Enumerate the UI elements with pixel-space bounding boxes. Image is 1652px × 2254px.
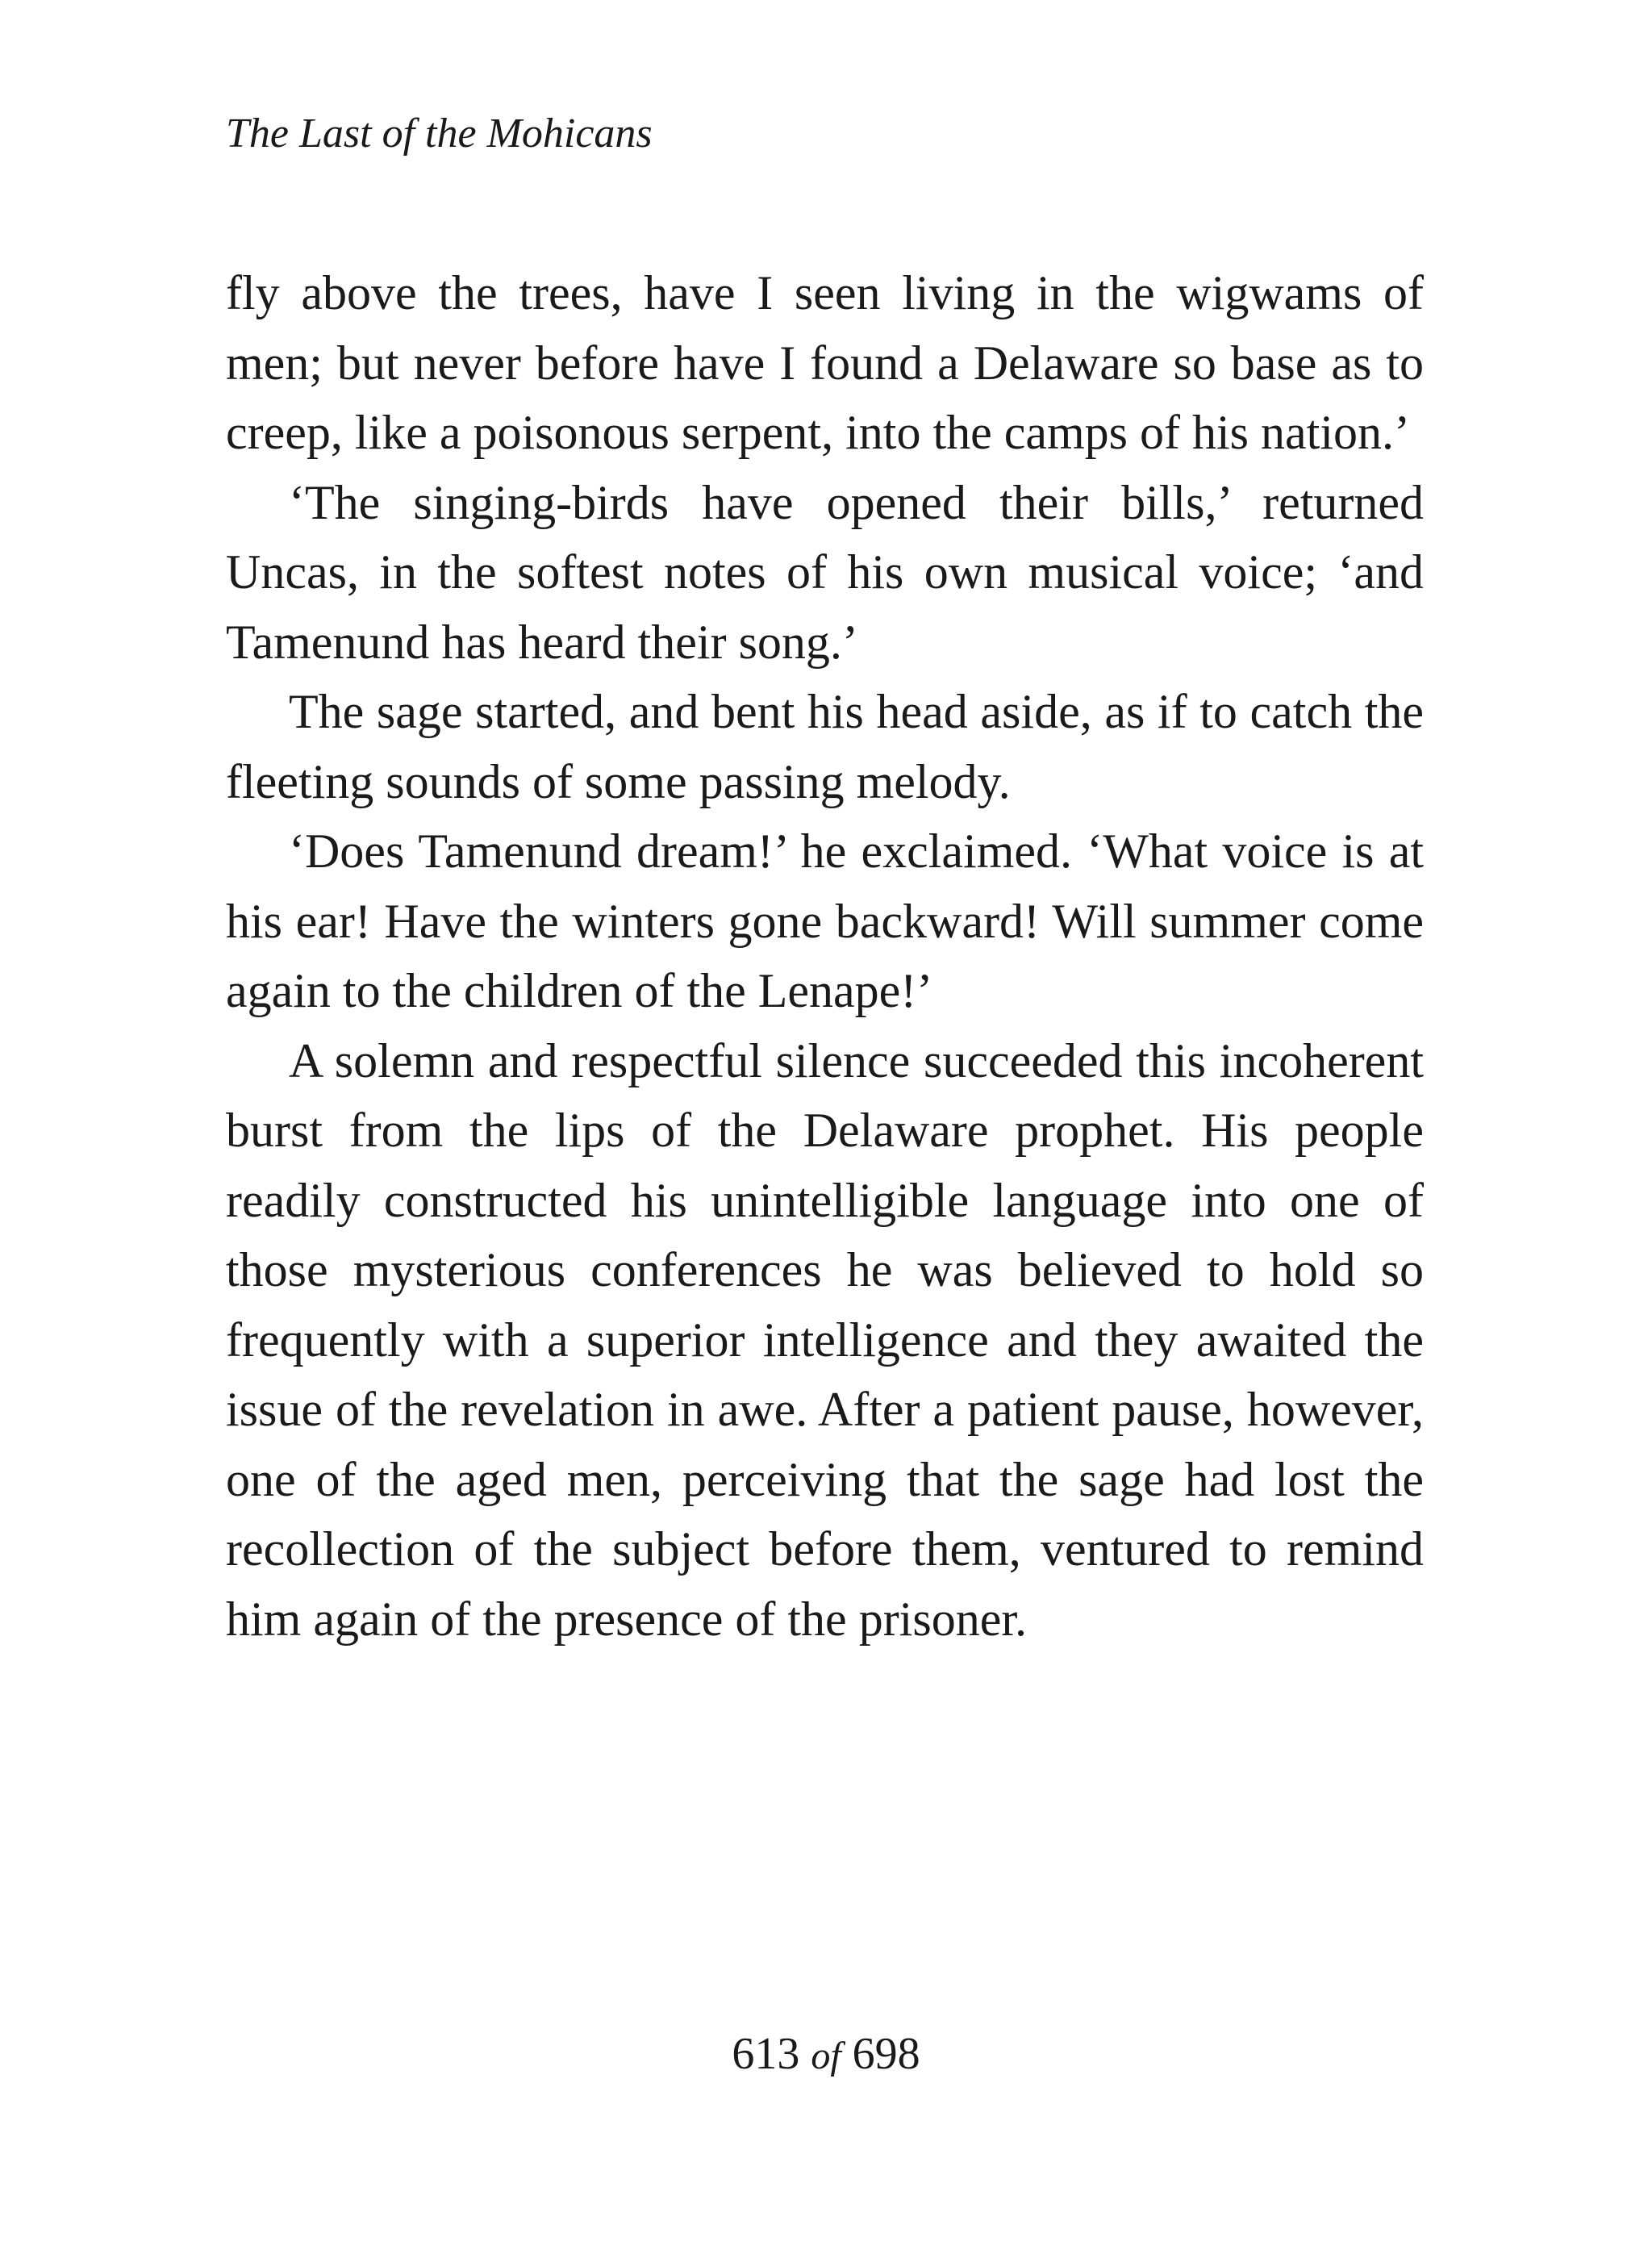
paragraph-continued: fly above the trees, have I seen living in the wigwams of men; but never before have I found a Delaware so base as to creep, like a poisonous serpent, into the camps of his nation.’ <box>226 266 1424 459</box>
body-text <box>226 258 1424 1654</box>
page-number <box>0 2025 1652 2085</box>
page-separator: of <box>811 2035 841 2077</box>
current-page: 613 <box>732 2029 800 2079</box>
paragraph: ‘Does Tamenund dream!’ he exclaimed. ‘What voice is at his ear! Have the winters gone backward! Will summer come again to the children of the Lenape!’ <box>226 824 1424 1017</box>
paragraph: ‘The singing-birds have opened their bills,’ returned Uncas, in the softest notes of his own musical voice; ‘and Tamenund has heard their song.’ <box>226 475 1424 669</box>
paragraph: The sage started, and bent his head aside, as if to catch the fleeting sounds of some passing melody. <box>226 685 1424 808</box>
paragraph: A solemn and respectful silence succeeded this incoherent burst from the lips of the Delaware prophet. His people readily constructed his unintelligible language into one of those mysterious conferences he was believed to hold so frequently with a superior intelligence and they awaited the issue of the revelation in awe. After a patient pause, however, one of the aged men, perceiving that the sage had lost the recollection of the subject before them, ventured to remind him again of the presence of the prisoner. <box>226 1033 1424 1646</box>
total-pages: 698 <box>852 2029 920 2079</box>
running-head-title: The Last of the Mohicans <box>226 111 653 157</box>
